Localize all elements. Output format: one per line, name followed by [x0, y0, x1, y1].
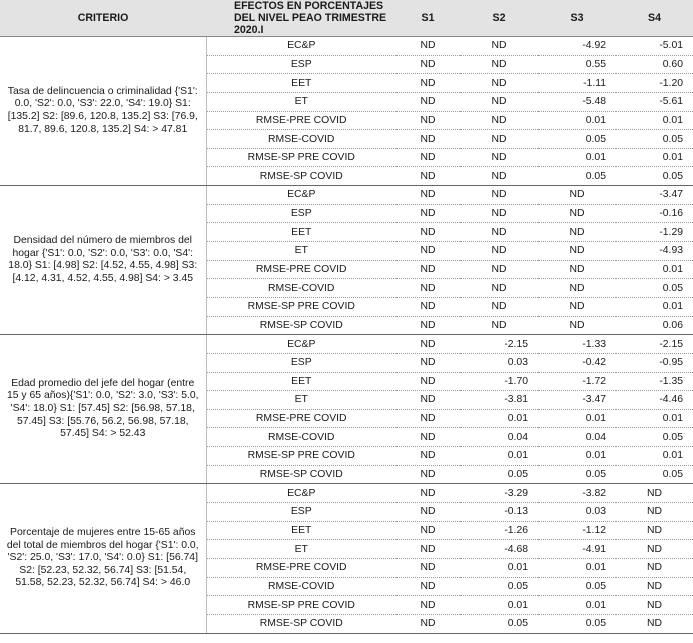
value-s3: ND — [538, 242, 616, 261]
value-s2: 0.01 — [460, 447, 538, 466]
value-s2: ND — [460, 316, 538, 335]
value-s1: ND — [396, 55, 460, 74]
value-s1: ND — [396, 391, 460, 410]
value-s4: 0.06 — [616, 316, 693, 335]
criterio-cell: Porcentaje de mujeres entre 15-65 años del total de miembros del hogar {'S1': 0.0, 'S2': 25.0, 'S3': 17.0, 'S4': 0.0} S1: [56.74] S2: [52.23, 52.32, 56.74] S3: [51.54, 51.58, 52.23, 52.32, 56.74] S4: > 46.0 — [0, 484, 206, 633]
value-s4: -4.93 — [616, 242, 693, 261]
value-s2: ND — [460, 242, 538, 261]
value-s3: 0.05 — [538, 465, 616, 484]
value-s2: -4.68 — [460, 540, 538, 559]
value-s1: ND — [396, 540, 460, 559]
table-row — [0, 484, 693, 503]
value-s3: 0.01 — [538, 447, 616, 466]
value-s4: ND — [616, 558, 693, 577]
value-s1: ND — [396, 409, 460, 428]
value-s3: 0.01 — [538, 148, 616, 167]
effect-label: RMSE-SP PRE COVID — [206, 297, 396, 316]
value-s3: -1.72 — [538, 372, 616, 391]
value-s2: ND — [460, 204, 538, 223]
effect-label: RMSE-COVID — [206, 279, 396, 298]
effect-label: RMSE-COVID — [206, 130, 396, 149]
value-s2: 0.01 — [460, 409, 538, 428]
value-s2: -2.15 — [460, 335, 538, 354]
value-s3: ND — [538, 297, 616, 316]
value-s1: ND — [396, 465, 460, 484]
effect-label: RMSE-SP PRE COVID — [206, 596, 396, 615]
value-s1: ND — [396, 353, 460, 372]
value-s2: ND — [460, 186, 538, 205]
effect-label: RMSE-SP COVID — [206, 316, 396, 335]
table-row — [0, 37, 693, 56]
value-s4: ND — [616, 484, 693, 503]
value-s1: ND — [396, 130, 460, 149]
value-s2: ND — [460, 260, 538, 279]
effect-label: RMSE-COVID — [206, 577, 396, 596]
effect-label: ESP — [206, 204, 396, 223]
value-s4: ND — [616, 577, 693, 596]
value-s2: ND — [460, 223, 538, 242]
table-row — [0, 186, 693, 205]
value-s1: ND — [396, 484, 460, 503]
value-s3: 0.04 — [538, 428, 616, 447]
value-s3: -1.11 — [538, 74, 616, 93]
header-s2: S2 — [460, 0, 538, 37]
value-s4: -3.47 — [616, 186, 693, 205]
value-s3: 0.05 — [538, 577, 616, 596]
value-s3: ND — [538, 260, 616, 279]
value-s2: -1.26 — [460, 521, 538, 540]
effect-label: RMSE-PRE COVID — [206, 111, 396, 130]
effect-label: RMSE-SP PRE COVID — [206, 447, 396, 466]
value-s4: 0.05 — [616, 130, 693, 149]
value-s3: -4.92 — [538, 37, 616, 56]
effect-label: RMSE-PRE COVID — [206, 260, 396, 279]
value-s1: ND — [396, 297, 460, 316]
effect-label: ESP — [206, 353, 396, 372]
value-s2: ND — [460, 130, 538, 149]
value-s2: ND — [460, 279, 538, 298]
value-s4: 0.60 — [616, 55, 693, 74]
header-criterio: CRITERIO — [0, 0, 206, 37]
effect-label: RMSE-PRE COVID — [206, 558, 396, 577]
value-s2: -3.81 — [460, 391, 538, 410]
value-s3: ND — [538, 279, 616, 298]
value-s2: 0.05 — [460, 465, 538, 484]
effect-label: EC&P — [206, 37, 396, 56]
value-s3: 0.01 — [538, 558, 616, 577]
value-s4: ND — [616, 540, 693, 559]
effect-label: RMSE-SP COVID — [206, 167, 396, 186]
effect-label: ET — [206, 540, 396, 559]
value-s4: -1.20 — [616, 74, 693, 93]
value-s4: -2.15 — [616, 335, 693, 354]
value-s1: ND — [396, 111, 460, 130]
value-s1: ND — [396, 596, 460, 615]
value-s1: ND — [396, 223, 460, 242]
value-s1: ND — [396, 242, 460, 261]
effect-label: ESP — [206, 503, 396, 522]
value-s2: ND — [460, 111, 538, 130]
value-s1: ND — [396, 521, 460, 540]
value-s2: -3.29 — [460, 484, 538, 503]
value-s4: 0.05 — [616, 167, 693, 186]
value-s4: 0.01 — [616, 409, 693, 428]
value-s3: 0.01 — [538, 596, 616, 615]
value-s4: ND — [616, 596, 693, 615]
value-s4: ND — [616, 521, 693, 540]
value-s2: -0.13 — [460, 503, 538, 522]
value-s1: ND — [396, 148, 460, 167]
value-s4: 0.01 — [616, 447, 693, 466]
effect-label: ET — [206, 92, 396, 111]
effect-label: RMSE-SP COVID — [206, 465, 396, 484]
value-s3: -1.12 — [538, 521, 616, 540]
value-s2: -1.70 — [460, 372, 538, 391]
value-s2: 0.05 — [460, 614, 538, 633]
value-s1: ND — [396, 335, 460, 354]
value-s4: 0.01 — [616, 260, 693, 279]
value-s3: -4.91 — [538, 540, 616, 559]
effect-label: EC&P — [206, 484, 396, 503]
value-s4: -4.46 — [616, 391, 693, 410]
criterio-cell: Densidad del número de miembros del hogar {'S1': 0.0, 'S2': 0.0, 'S3': 0.0, 'S4': 18.0} S1: [4.98] S2: [4.52, 4.55, 4.98] S3: [4.12, 4.31, 4.52, 4.55, 4.98] S4: > 3.45 — [0, 186, 206, 335]
table-body — [0, 37, 693, 634]
value-s2: ND — [460, 148, 538, 167]
value-s3: -5.48 — [538, 92, 616, 111]
value-s2: 0.01 — [460, 558, 538, 577]
value-s4: ND — [616, 614, 693, 633]
value-s4: 0.01 — [616, 148, 693, 167]
effect-label: EC&P — [206, 186, 396, 205]
value-s2: 0.03 — [460, 353, 538, 372]
table-row — [0, 335, 693, 354]
value-s4: -1.35 — [616, 372, 693, 391]
value-s4: -5.61 — [616, 92, 693, 111]
value-s2: ND — [460, 55, 538, 74]
value-s3: ND — [538, 316, 616, 335]
header-s3: S3 — [538, 0, 616, 37]
value-s1: ND — [396, 167, 460, 186]
effect-label: EET — [206, 521, 396, 540]
criterio-cell: Tasa de delincuencia o criminalidad {'S1': 0.0, 'S2': 0.0, 'S3': 22.0, 'S4': 19.0} S1: [135.2] S2: [89.6, 120.8, 135.2] S3: [76.9, 81.7, 89.6, 120.8, 135.2] S4: > 47.81 — [0, 37, 206, 186]
effect-label: EET — [206, 223, 396, 242]
value-s3: -0.42 — [538, 353, 616, 372]
effect-label: ESP — [206, 55, 396, 74]
value-s3: -1.33 — [538, 335, 616, 354]
value-s3: -3.82 — [538, 484, 616, 503]
value-s4: 0.05 — [616, 428, 693, 447]
value-s1: ND — [396, 74, 460, 93]
value-s3: 0.01 — [538, 111, 616, 130]
effect-label: EC&P — [206, 335, 396, 354]
value-s4: -0.16 — [616, 204, 693, 223]
value-s1: ND — [396, 279, 460, 298]
value-s2: 0.05 — [460, 577, 538, 596]
value-s2: 0.04 — [460, 428, 538, 447]
value-s3: 0.05 — [538, 614, 616, 633]
criterio-cell: Edad promedio del jefe del hogar (entre 15 y 65 años){'S1': 0.0, 'S2': 3.0, 'S3': 5.0, 'S4': 18.0} S1: [57.45] S2: [56.98, 57.18, 57.45] S3: [55.76, 56.2, 56.98, 57.18, 57.45] S4: > 52.43 — [0, 335, 206, 484]
value-s3: ND — [538, 204, 616, 223]
header-efectos: EFECTOS EN PORCENTAJES DEL NIVEL PEAO TRIMESTRE 2020.I — [206, 0, 396, 37]
value-s3: 0.55 — [538, 55, 616, 74]
value-s1: ND — [396, 447, 460, 466]
value-s1: ND — [396, 503, 460, 522]
value-s4: 0.01 — [616, 297, 693, 316]
header-s1: S1 — [396, 0, 460, 37]
value-s2: ND — [460, 92, 538, 111]
value-s2: ND — [460, 297, 538, 316]
value-s1: ND — [396, 316, 460, 335]
value-s2: ND — [460, 167, 538, 186]
value-s1: ND — [396, 260, 460, 279]
effect-label: ET — [206, 391, 396, 410]
value-s3: 0.01 — [538, 409, 616, 428]
value-s4: 0.05 — [616, 465, 693, 484]
table-header — [0, 0, 693, 37]
value-s4: ND — [616, 503, 693, 522]
effect-label: RMSE-PRE COVID — [206, 409, 396, 428]
value-s2: ND — [460, 37, 538, 56]
value-s1: ND — [396, 92, 460, 111]
effect-label: EET — [206, 74, 396, 93]
value-s4: 0.05 — [616, 279, 693, 298]
value-s3: ND — [538, 186, 616, 205]
effect-label: ET — [206, 242, 396, 261]
value-s3: 0.05 — [538, 130, 616, 149]
value-s1: ND — [396, 372, 460, 391]
value-s4: -1.29 — [616, 223, 693, 242]
value-s3: 0.03 — [538, 503, 616, 522]
effect-label: EET — [206, 372, 396, 391]
value-s1: ND — [396, 186, 460, 205]
value-s2: 0.01 — [460, 596, 538, 615]
value-s1: ND — [396, 428, 460, 447]
value-s1: ND — [396, 614, 460, 633]
value-s4: -0.95 — [616, 353, 693, 372]
value-s1: ND — [396, 558, 460, 577]
value-s3: -3.47 — [538, 391, 616, 410]
value-s3: ND — [538, 223, 616, 242]
value-s1: ND — [396, 204, 460, 223]
value-s4: -5.01 — [616, 37, 693, 56]
value-s1: ND — [396, 37, 460, 56]
value-s1: ND — [396, 577, 460, 596]
header-s4: S4 — [616, 0, 693, 37]
value-s2: ND — [460, 74, 538, 93]
effect-label: RMSE-SP PRE COVID — [206, 148, 396, 167]
effect-label: RMSE-SP COVID — [206, 614, 396, 633]
value-s4: 0.01 — [616, 111, 693, 130]
effect-label: RMSE-COVID — [206, 428, 396, 447]
value-s3: 0.05 — [538, 167, 616, 186]
